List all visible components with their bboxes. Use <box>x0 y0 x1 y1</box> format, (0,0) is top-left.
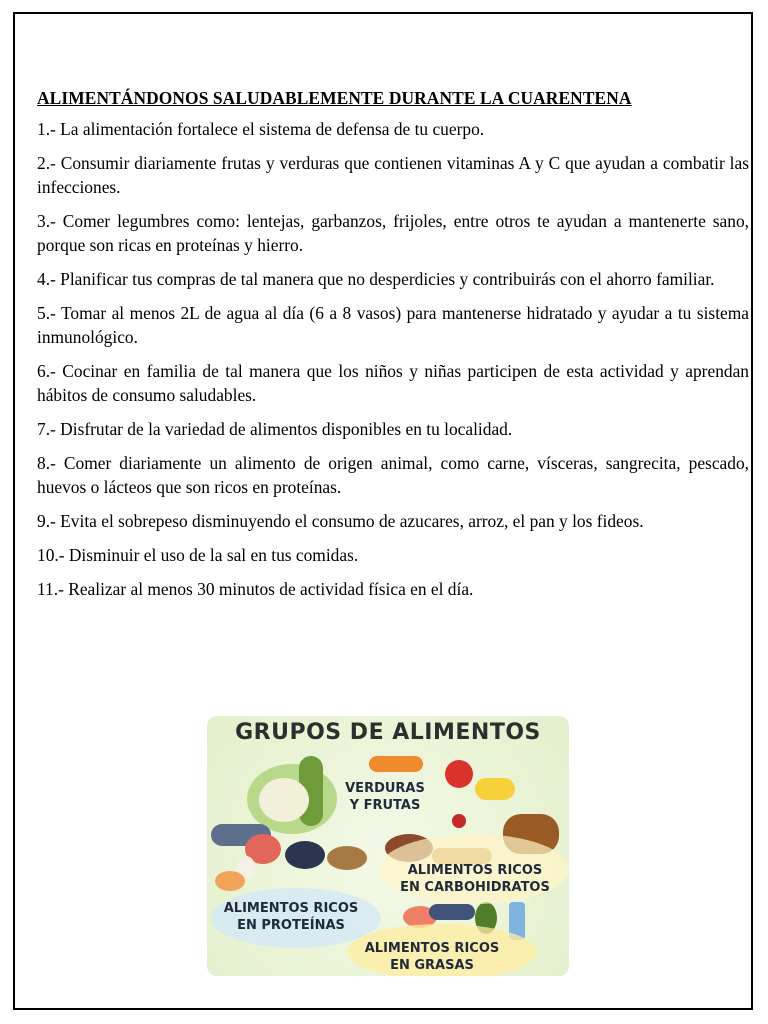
list-item-5: 5.- Tomar al menos 2L de agua al día (6 a 8 vasos) para mantenerse hidratado y ayudar a tu sistema inmunológico. <box>37 303 749 347</box>
list-item-3: 3.- Comer legumbres como: lentejas, garbanzos, frijoles, entre otros te ayudan a mantenerte sano, porque son ricas en proteínas y hierro. <box>37 211 749 255</box>
carrot-illustration <box>369 756 423 772</box>
list-item-6: 6.- Cocinar en familia de tal manera que los niños y niñas participen de esta actividad y aprendan hábitos de consumo saludables. <box>37 361 749 405</box>
fish-fat-illustration <box>429 904 475 920</box>
nuts-illustration <box>327 846 367 870</box>
list-item-1: 1.- La alimentación fortalece el sistema de defensa de tu cuerpo. <box>37 119 485 139</box>
salmon-illustration <box>215 871 245 891</box>
list-item-2: 2.- Consumir diariamente frutas y verduras que contienen vitaminas A y C que ayudan a combatir las infecciones. <box>37 153 749 197</box>
list-item-9: 9.- Evita el sobrepeso disminuyendo el consumo de azucares, arroz, el pan y los fideos. <box>37 511 644 531</box>
document-body <box>37 86 749 611</box>
list-item-8: 8.- Comer diariamente un alimento de origen animal, como carne, vísceras, sangrecita, pescado, huevos o lácteos que son ricos en proteínas. <box>37 453 749 497</box>
list-item-4: 4.- Planificar tus compras de tal manera que no desperdicies y contribuirás con el ahorro familiar. <box>37 269 715 289</box>
document-title: ALIMENTÁNDONOS SALUDABLEMENTE DURANTE LA CUARENTENA <box>37 88 632 108</box>
cherries-illustration <box>452 814 466 828</box>
list-item-7: 7.- Disfrutar de la variedad de alimentos disponibles en tu localidad. <box>37 419 513 439</box>
carbohydrates-label: ALIMENTOS RICOS EN CARBOHIDRATOS <box>400 863 550 895</box>
cauliflower-illustration <box>259 778 309 822</box>
list-item-11: 11.- Realizar al menos 30 minutos de actividad física en el día. <box>37 579 474 599</box>
vegetables-fruits-label: VERDURAS Y FRUTAS <box>345 781 425 813</box>
proteins-label: ALIMENTOS RICOS EN PROTEÍNAS <box>223 901 359 933</box>
fats-label: ALIMENTOS RICOS EN GRASAS <box>364 941 500 973</box>
apple-illustration <box>445 760 473 788</box>
figure-title: GRUPOS DE ALIMENTOS <box>235 720 541 745</box>
banana-illustration <box>475 778 515 800</box>
cheese-illustration <box>285 841 325 869</box>
food-groups-illustration <box>207 716 569 976</box>
list-item-10: 10.- Disminuir el uso de la sal en tus comidas. <box>37 545 359 565</box>
